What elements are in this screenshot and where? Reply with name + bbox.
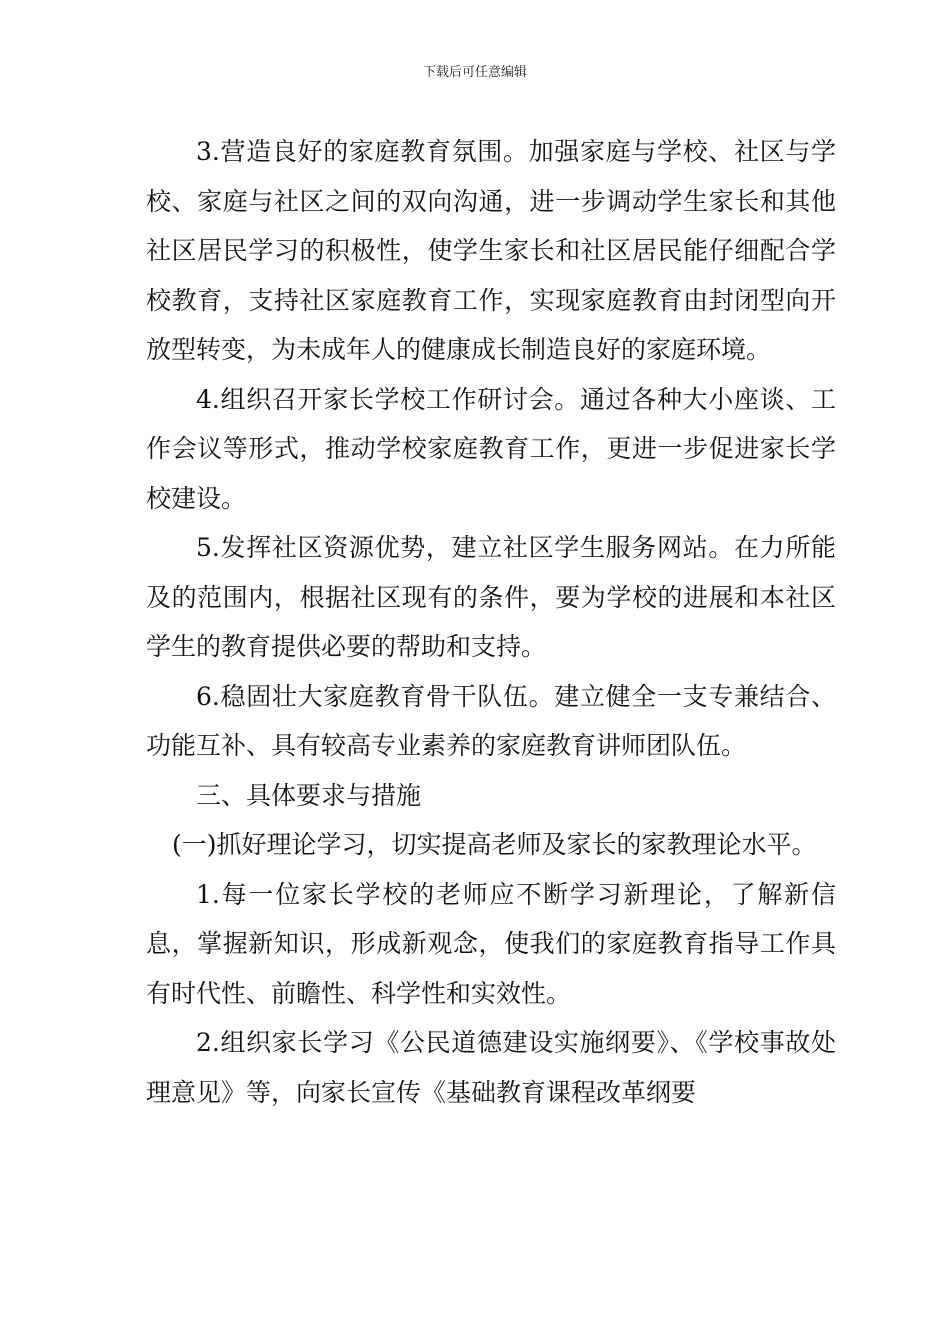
page-header: 下载后可任意编辑 (422, 65, 527, 80)
document-body (146, 127, 836, 1117)
paragraph-item-3: 3.营造良好的家庭教育氛围。加强家庭与学校、社区与学校、家庭与社区之间的双向沟通，进一步调动学生家长和其他社区居民学习的积极性，使学生家长和社区居民能仔细配合学校教育，支持社区家庭教育工作，实现家庭教育由封闭型向开放型转变，为未成年人的健康成长制造良好的家庭环境。 (146, 137, 836, 364)
paragraph-item-6: 6.稳固壮大家庭教育骨干队伍。建立健全一支专兼结合、功能互补、具有较高专业素养的家庭教育讲师团队伍。 (146, 681, 836, 760)
paragraph-item-5: 5.发挥社区资源优势，建立社区学生服务网站。在力所能及的范围内，根据社区现有的条件，要为学校的进展和本社区学生的教育提供必要的帮助和支持。 (146, 533, 836, 661)
paragraph-item-2: 2.组织家长学习《公民道德建设实施纲要》、《学校事故处理意见》等，向家长宣传《基础教育课程改革纲要 (146, 1028, 836, 1107)
paragraph-item-4: 4.组织召开家长学校工作研讨会。通过各种大小座谈、工作会议等形式，推动学校家庭教育工作，更进一步促进家长学校建设。 (146, 384, 836, 513)
paragraph-item-1: 1.每一位家长学校的老师应不断学习新理论，了解新信息，掌握新知识，形成新观念，使我们的家庭教育指导工作具有时代性、前瞻性、科学性和实效性。 (146, 879, 836, 1008)
section-heading: 三、具体要求与措施 (196, 780, 422, 810)
subsection-heading: (一)抓好理论学习，切实提高老师及家长的家教理论水平。 (172, 830, 817, 859)
